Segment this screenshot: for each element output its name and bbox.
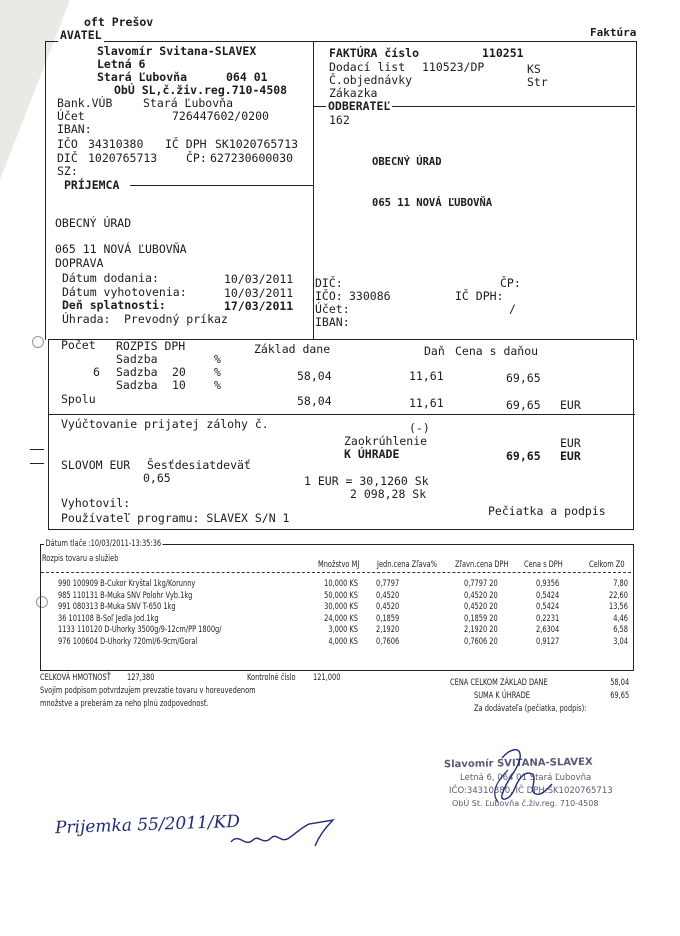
zaokruhlenie-label: Zaokrúhlenie <box>344 434 428 448</box>
zalohy-label: Vyúčtovanie prijatej zálohy č. <box>61 417 269 431</box>
supplier-name: Slavomír Svitana-SLAVEX <box>97 44 257 58</box>
supplier-rule <box>93 41 313 42</box>
odberatel-icdph-label: IČ DPH: <box>455 289 504 303</box>
item-discounted-price: 0,7797 20 <box>464 579 498 589</box>
items-title: Rozpis tovaru a služieb <box>42 554 119 564</box>
iban-label: IBAN: <box>57 122 92 136</box>
odberatel-name: OBECNÝ ÚRAD <box>372 156 442 168</box>
spolu-zaklad: 58,04 <box>297 394 332 408</box>
stamp-line1: Slavomír SVITANA-SLAVEX <box>443 756 593 771</box>
item-price-with-vat: 0,5424 <box>536 602 560 612</box>
row20-cena: 69,65 <box>506 371 541 385</box>
zalohy-value: (-) <box>409 421 430 435</box>
spolu-currency: EUR <box>560 398 581 412</box>
item-price-with-vat: 2,6304 <box>536 625 560 635</box>
suma-value: 69,65 <box>610 691 630 701</box>
odberatel-cp-label: ČP: <box>500 276 521 290</box>
odberatel-number: 162 <box>329 113 350 127</box>
kurz: 1 EUR = 30,1260 Sk <box>304 474 429 488</box>
icdph-label: IČ DPH <box>165 137 207 151</box>
item-total: 6,58 <box>613 625 628 635</box>
item-quantity: 10,000 KS <box>324 579 358 589</box>
item-total: 4,46 <box>613 613 628 624</box>
odberatel-heading: ODBERATEĽ <box>328 99 391 113</box>
slovom-label: SLOVOM EUR <box>61 458 131 472</box>
datum-vyhotovenia-label: Dátum vyhotovenia: <box>62 285 187 299</box>
item-total: 3,04 <box>613 636 628 647</box>
item-description: 990 100909 B-Cukor Kryštal 1kg/Korunny <box>58 579 196 589</box>
vat-pocet: 6 <box>93 365 100 379</box>
vat-rule <box>48 414 635 415</box>
stamp-line4: ObÚ St. Ľubovňa č.živ.reg. 710-4508 <box>452 799 599 808</box>
den-splatnosti-label: Deň splatnosti: <box>62 298 166 312</box>
print-date: Dátum tlače :10/03/2011-13:35:36 <box>45 539 162 549</box>
odberatel-ico-value: 330086 <box>349 289 391 303</box>
item-price-with-vat: 0,2231 <box>536 613 560 624</box>
item-total: 22,60 <box>609 590 628 601</box>
k-uhrade-label: K ÚHRADE <box>344 447 400 461</box>
item-total: 7,80 <box>613 579 628 589</box>
k-uhrade-value: 69,65 <box>506 449 541 463</box>
signature-stroke <box>502 750 552 799</box>
datum-dodania-label: Dátum dodania: <box>62 271 159 285</box>
odberatel-dic-label: DIČ: <box>315 276 343 290</box>
item-discounted-price: 0,7606 20 <box>464 636 498 647</box>
receiver-signature <box>225 810 345 860</box>
handwritten-note: Prijemka 55/2011/KD <box>54 811 241 839</box>
supplier-signature <box>440 740 560 820</box>
icdph-value: SK1020765713 <box>215 137 299 151</box>
odberatel-ucet-label: Účet: <box>315 302 350 316</box>
item-description: 991 080313 B-Muka SNV T-650 1kg <box>58 602 176 612</box>
hmotnost-value: 127,380 <box>127 673 155 683</box>
supplier-register: ObÚ SL,č.živ.reg.710-4508 <box>114 83 288 97</box>
note-line1: Svojím podpisom potvrdzujem prevzatie tovaru v horeuvedenom <box>40 686 256 696</box>
odberatel-address: 065 11 NOVÁ ĽUBOVŇA <box>372 197 493 209</box>
slovom-value: Šesťdesiatdeväť <box>147 458 251 472</box>
margin-tick <box>30 463 44 464</box>
sk-value: 2 098,28 Sk <box>350 487 427 501</box>
sadzba-label: Sadzba <box>116 378 158 392</box>
faktura-label: FAKTÚRA číslo <box>329 46 420 60</box>
dodaci-label: Dodací list <box>329 60 406 74</box>
col-celkom: Celkom Z0 <box>589 560 625 570</box>
datum-dodania-value: 10/03/2011 <box>224 272 294 286</box>
spolu-dan: 11,61 <box>409 396 444 410</box>
vyhotovil-label: Vyhotovil: <box>61 496 131 510</box>
bank-place: Stará Ľubovňa <box>143 96 234 110</box>
cp-label: ČP: <box>186 151 207 165</box>
item-unit-price: 0,4520 <box>376 602 400 612</box>
item-price-with-vat: 0,9127 <box>536 636 560 647</box>
item-quantity: 24,000 KS <box>324 613 358 624</box>
cena-label: Cena s daňou <box>455 344 539 358</box>
bank-label: Bank.VÚB <box>57 96 113 110</box>
item-discounted-price: 0,1859 20 <box>464 613 498 624</box>
suma-label: SUMA K ÚHRADE <box>474 691 530 701</box>
rozpis-label: ROZPIS DPH <box>116 339 186 353</box>
col-jedn-cena: Jedn.cena Zľava% <box>377 560 438 570</box>
item-quantity: 4,000 KS <box>328 636 358 647</box>
note-line2: množstve a preberám za neho plnú zodpovednosť. <box>40 699 209 709</box>
pct-sign: % <box>214 365 221 379</box>
pct-sign: % <box>214 378 221 392</box>
faktura-number: 110251 <box>482 46 524 60</box>
row20-dan: 11,61 <box>409 369 444 383</box>
item-price-with-vat: 0,5424 <box>536 590 560 601</box>
supplier-heading: AVATEL <box>60 28 102 42</box>
prijemca-rule <box>130 185 313 186</box>
sz-label: SZ: <box>57 164 78 178</box>
objednavky-label: Č.objednávky <box>329 73 413 87</box>
item-discounted-price: 0,4520 20 <box>464 590 498 601</box>
prijemca-name: OBECNÝ ÚRAD <box>55 216 132 230</box>
sadzba-20: 20 <box>172 365 186 379</box>
program-label: Používateľ programu: SLAVEX S/N 1 <box>61 511 290 525</box>
item-quantity: 50,000 KS <box>324 590 358 601</box>
item-description: 36 101108 B-Soľ Jedla Jod.1kg <box>58 613 159 624</box>
punch-hole <box>32 336 44 348</box>
dic-value: 1020765713 <box>88 151 158 165</box>
uhrada-label: Úhrada: <box>62 312 111 326</box>
doprava-label: DOPRAVA <box>55 256 104 270</box>
odberatel-iban-label: IBAN: <box>315 315 350 329</box>
slovom-cents: 0,65 <box>143 471 171 485</box>
col-cena-dph: Cena s DPH <box>524 560 563 570</box>
dan-label: Daň <box>424 344 445 358</box>
odberatel-icdph-value: / <box>509 302 516 316</box>
stamp-line3: IČO:34310380, IČ DPH:SK1020765713 <box>449 786 613 796</box>
k-uhrade-currency: EUR <box>560 449 581 463</box>
kontrolne-label: Kontrolné číslo <box>247 673 296 683</box>
cp-value: 627230600030 <box>210 151 294 165</box>
ico-value: 34310380 <box>88 137 144 151</box>
ico-label: IČO <box>57 137 78 151</box>
document-type: Faktúra <box>590 26 637 39</box>
sadzba-10: 10 <box>172 378 186 392</box>
dodavatel-label: Za dodávateľa (pečiatka, podpis): <box>474 704 587 714</box>
item-total: 13,56 <box>609 602 628 612</box>
spolu-cena: 69,65 <box>506 398 541 412</box>
row20-zaklad: 58,04 <box>297 369 332 383</box>
dodaci-value: 110523/DP <box>422 60 485 74</box>
col-zlavn-cena: Zľavn.cena DPH <box>455 560 509 570</box>
ucet-label: Účet <box>57 109 85 123</box>
prijemca-address: 065 11 NOVÁ ĽUBOVŇA <box>55 242 187 256</box>
zaokruhlenie-currency: EUR <box>560 436 581 450</box>
spolu-label: Spolu <box>61 392 96 406</box>
str-label: Str <box>527 75 548 89</box>
col-mnozstvo: Množstvo MJ <box>318 560 360 570</box>
sadzba-label: Sadzba <box>116 352 158 366</box>
hmotnost-label: CELKOVÁ HMOTNOSŤ <box>40 673 111 683</box>
item-price-with-vat: 0,9356 <box>536 579 560 589</box>
item-unit-price: 0,7797 <box>376 579 400 589</box>
cena-zaklad-value: 58,04 <box>610 678 630 688</box>
item-quantity: 30,000 KS <box>324 602 358 612</box>
item-description: 976 100604 D-Uhorky 720ml/6-9cm/Goral <box>58 636 198 647</box>
supplier-zip: 064 01 <box>226 70 268 84</box>
item-discounted-price: 2,1920 20 <box>464 625 498 635</box>
ucet-value: 726447602/0200 <box>172 109 269 123</box>
prijemca-heading: PRÍJEMCA <box>64 178 120 192</box>
pct-sign: % <box>214 352 221 366</box>
item-unit-price: 0,4520 <box>376 590 400 601</box>
supplier-street: Letná 6 <box>97 57 146 71</box>
sadzba-label: Sadzba <box>116 365 158 379</box>
kontrolne-value: 121,000 <box>313 673 341 683</box>
zakazka-label: Zákazka <box>329 86 378 100</box>
dic-label: DIČ <box>57 151 78 165</box>
item-unit-price: 2,1920 <box>376 625 400 635</box>
items-header-rule <box>41 572 631 573</box>
item-quantity: 3,000 KS <box>328 625 358 635</box>
item-unit-price: 0,1859 <box>376 613 400 624</box>
uhrada-value: Prevodný príkaz <box>124 312 228 326</box>
ks-label: KS <box>527 62 541 76</box>
peciatka-label: Pečiatka a podpis <box>488 504 606 518</box>
item-unit-price: 0,7606 <box>376 636 400 647</box>
datum-vyhotovenia-value: 10/03/2011 <box>224 286 294 300</box>
header-divider <box>313 41 314 339</box>
odberatel-ico-label: IČO: <box>315 289 343 303</box>
pocet-label: Počet <box>61 338 96 352</box>
item-description: 985 110131 B-Muka SNV Polohr Vyb.1kg <box>58 590 193 601</box>
company-fragment: oft Prešov <box>84 15 154 29</box>
signature-stroke <box>231 820 333 846</box>
supplier-city: Stará Ľubovňa <box>97 70 188 84</box>
margin-tick <box>30 449 44 450</box>
item-description: 1133 110120 D-Uhorky 3500g/9-12cm/PP 1800g/ <box>58 625 222 635</box>
stamp-line2: Letná 6, 064 01 Stará Ľubovňa <box>460 773 592 783</box>
item-discounted-price: 0,4520 20 <box>464 602 498 612</box>
zaklad-label: Základ dane <box>254 342 331 356</box>
den-splatnosti-value: 17/03/2011 <box>224 299 294 313</box>
cena-zaklad-label: CENA CELKOM ZÁKLAD DANE <box>450 678 548 688</box>
